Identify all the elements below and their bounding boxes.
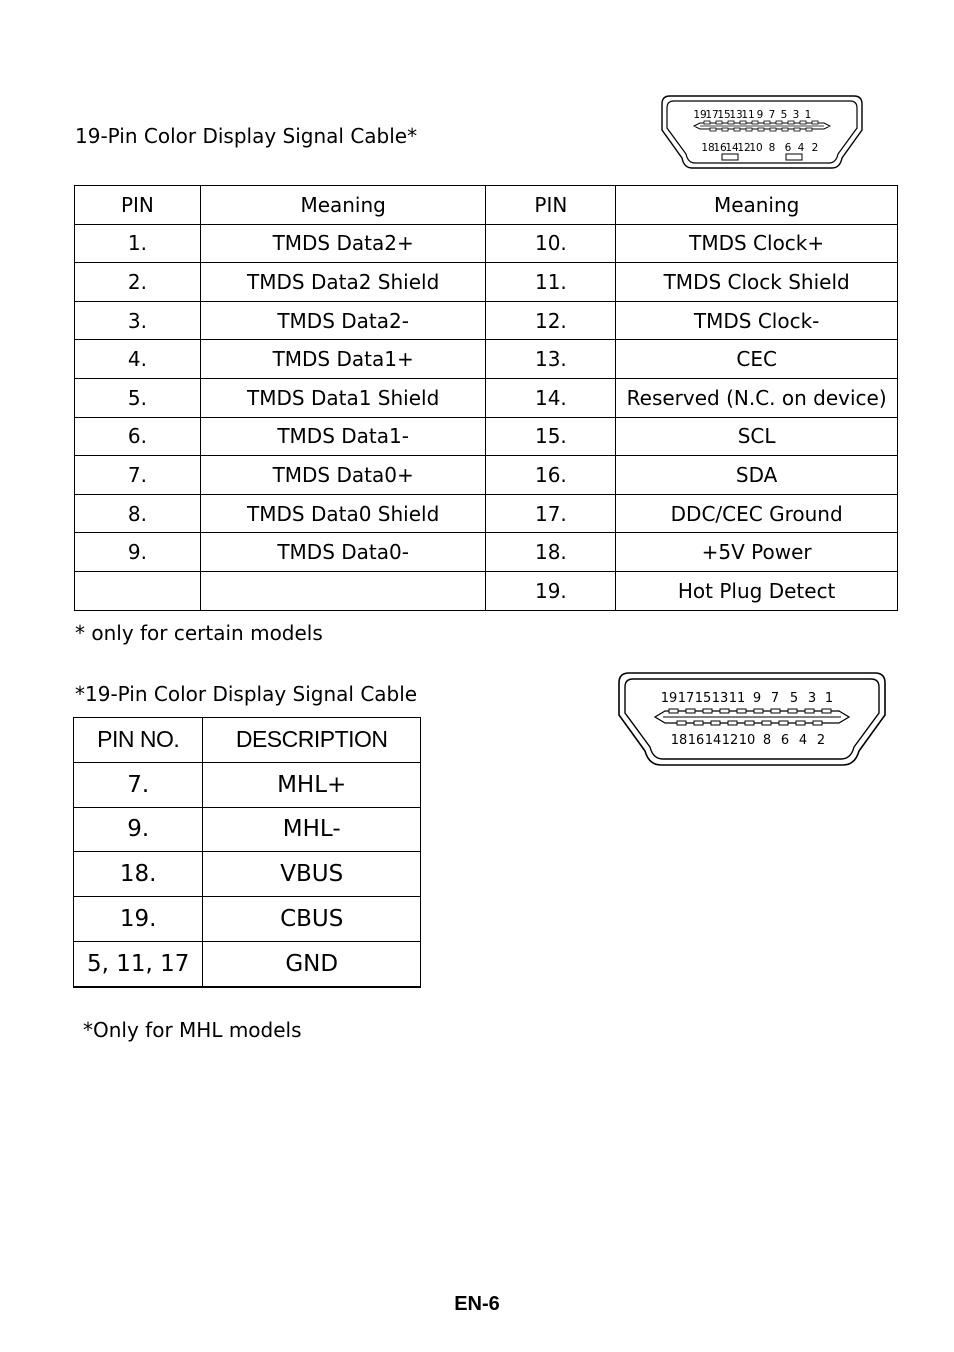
meaning-cell: TMDS Data0 Shield <box>200 494 486 533</box>
table-row <box>74 941 421 986</box>
pin-label: 1 <box>804 109 812 121</box>
meaning-cell: TMDS Clock- <box>616 301 898 340</box>
pin-label: 13 <box>711 691 729 706</box>
pin-label: 9 <box>756 109 764 121</box>
table-row <box>75 533 898 572</box>
pin-label: 9 <box>752 691 762 706</box>
table-row <box>75 263 898 302</box>
pin-label: 14 <box>725 142 739 154</box>
pin-cell: 7. <box>75 456 201 495</box>
pin-label: 19 <box>693 109 707 121</box>
meaning-cell: TMDS Data0+ <box>200 456 486 495</box>
table-row <box>75 456 898 495</box>
description-cell: VBUS <box>203 852 421 897</box>
description-cell: GND <box>203 941 421 986</box>
header-cell: PIN NO. <box>74 718 203 763</box>
pin-cell: 18. <box>74 852 203 897</box>
table-row <box>75 301 898 340</box>
pin-label: 16 <box>713 142 727 154</box>
mhl-pin-table <box>73 717 421 988</box>
pin-cell: 7. <box>74 762 203 807</box>
pin-label: 2 <box>811 142 819 154</box>
pin-label: 6 <box>780 733 790 748</box>
pin-cell: 13. <box>486 340 616 379</box>
page-number: EN-6 <box>454 1293 500 1315</box>
table-row <box>74 852 421 897</box>
section2-caption: *19-Pin Color Display Signal Cable <box>75 682 418 706</box>
pin-cell: 10. <box>486 224 616 263</box>
pin-cell: 18. <box>486 533 616 572</box>
pin-label: 5 <box>789 691 799 706</box>
description-cell: MHL- <box>203 807 421 852</box>
meaning-cell: CEC <box>616 340 898 379</box>
meaning-cell: TMDS Data2- <box>200 301 486 340</box>
header-cell: PIN <box>75 186 201 225</box>
table-row <box>75 494 898 533</box>
hdmi-connector-diagram-2 <box>617 671 887 767</box>
meaning-cell: SCL <box>616 417 898 456</box>
meaning-cell: TMDS Data1+ <box>200 340 486 379</box>
pin-label: 12 <box>721 733 739 748</box>
table-row <box>75 417 898 456</box>
meaning-cell: TMDS Data1- <box>200 417 486 456</box>
pin-cell: 9. <box>74 807 203 852</box>
meaning-cell: TMDS Clock Shield <box>616 263 898 302</box>
description-cell: MHL+ <box>203 762 421 807</box>
table-row <box>74 897 421 942</box>
header-cell: DESCRIPTION <box>203 718 421 763</box>
table-row <box>75 224 898 263</box>
pin-label: 17 <box>677 691 695 706</box>
pin-label: 3 <box>792 109 800 121</box>
pin-cell: 9. <box>75 533 201 572</box>
pin-label: 8 <box>768 142 776 154</box>
pin-label: 18 <box>701 142 715 154</box>
pin-cell: 15. <box>486 417 616 456</box>
pin-cell <box>75 571 201 610</box>
pin-label: 5 <box>780 109 788 121</box>
meaning-cell: +5V Power <box>616 533 898 572</box>
table-row <box>75 378 898 417</box>
table-header-row <box>75 186 898 225</box>
table-row <box>74 762 421 807</box>
pin-label: 8 <box>762 733 772 748</box>
section1-caption: 19-Pin Color Display Signal Cable* <box>75 124 418 148</box>
pin-cell: 2. <box>75 263 201 302</box>
pin-label: 10 <box>749 142 763 154</box>
pin-cell: 12. <box>486 301 616 340</box>
meaning-cell: Reserved (N.C. on device) <box>616 378 898 417</box>
pin-cell: 3. <box>75 301 201 340</box>
pin-label: 3 <box>807 691 817 706</box>
meaning-cell: DDC/CEC Ground <box>616 494 898 533</box>
meaning-cell: TMDS Data1 Shield <box>200 378 486 417</box>
table-row <box>75 571 898 610</box>
pin-label: 2 <box>816 733 826 748</box>
pin-label: 17 <box>705 109 719 121</box>
pin-label: 15 <box>694 691 712 706</box>
description-cell: CBUS <box>203 897 421 942</box>
pin-label: 14 <box>704 733 722 748</box>
meaning-cell: TMDS Data0- <box>200 533 486 572</box>
pin-cell: 16. <box>486 456 616 495</box>
meaning-cell <box>200 571 486 610</box>
section2-note: *Only for MHL models <box>83 1018 302 1042</box>
pin-label: 1 <box>824 691 834 706</box>
pin-label: 11 <box>741 109 755 121</box>
hdmi-connector-diagram-1 <box>660 94 864 170</box>
pin-cell: 14. <box>486 378 616 417</box>
pin-cell: 11. <box>486 263 616 302</box>
meaning-cell: TMDS Data2+ <box>200 224 486 263</box>
pin-label: 18 <box>670 733 688 748</box>
header-cell: PIN <box>486 186 616 225</box>
meaning-cell: TMDS Clock+ <box>616 224 898 263</box>
pin-cell: 6. <box>75 417 201 456</box>
pin-label: 12 <box>737 142 751 154</box>
pin-label: 19 <box>660 691 678 706</box>
pin-cell: 5, 11, 17 <box>74 941 203 986</box>
header-cell: Meaning <box>200 186 486 225</box>
table-header-row <box>74 718 421 763</box>
header-cell: Meaning <box>616 186 898 225</box>
pin-cell: 1. <box>75 224 201 263</box>
pin-label: 6 <box>784 142 792 154</box>
pin-cell: 17. <box>486 494 616 533</box>
pin-cell: 19. <box>74 897 203 942</box>
table-row <box>74 807 421 852</box>
meaning-cell: TMDS Data2 Shield <box>200 263 486 302</box>
pin-cell: 19. <box>486 571 616 610</box>
pin-label: 11 <box>728 691 746 706</box>
pin-label: 4 <box>797 142 805 154</box>
table-row <box>75 340 898 379</box>
hdmi-pin-table <box>74 185 898 611</box>
pin-label: 15 <box>717 109 731 121</box>
pin-label: 7 <box>768 109 776 121</box>
pin-label: 13 <box>729 109 743 121</box>
section1-note: * only for certain models <box>75 621 323 645</box>
pin-cell: 4. <box>75 340 201 379</box>
pin-label: 16 <box>687 733 705 748</box>
meaning-cell: SDA <box>616 456 898 495</box>
pin-label: 10 <box>738 733 756 748</box>
meaning-cell: Hot Plug Detect <box>616 571 898 610</box>
pin-cell: 5. <box>75 378 201 417</box>
pin-label: 4 <box>798 733 808 748</box>
pin-label: 7 <box>770 691 780 706</box>
pin-cell: 8. <box>75 494 201 533</box>
